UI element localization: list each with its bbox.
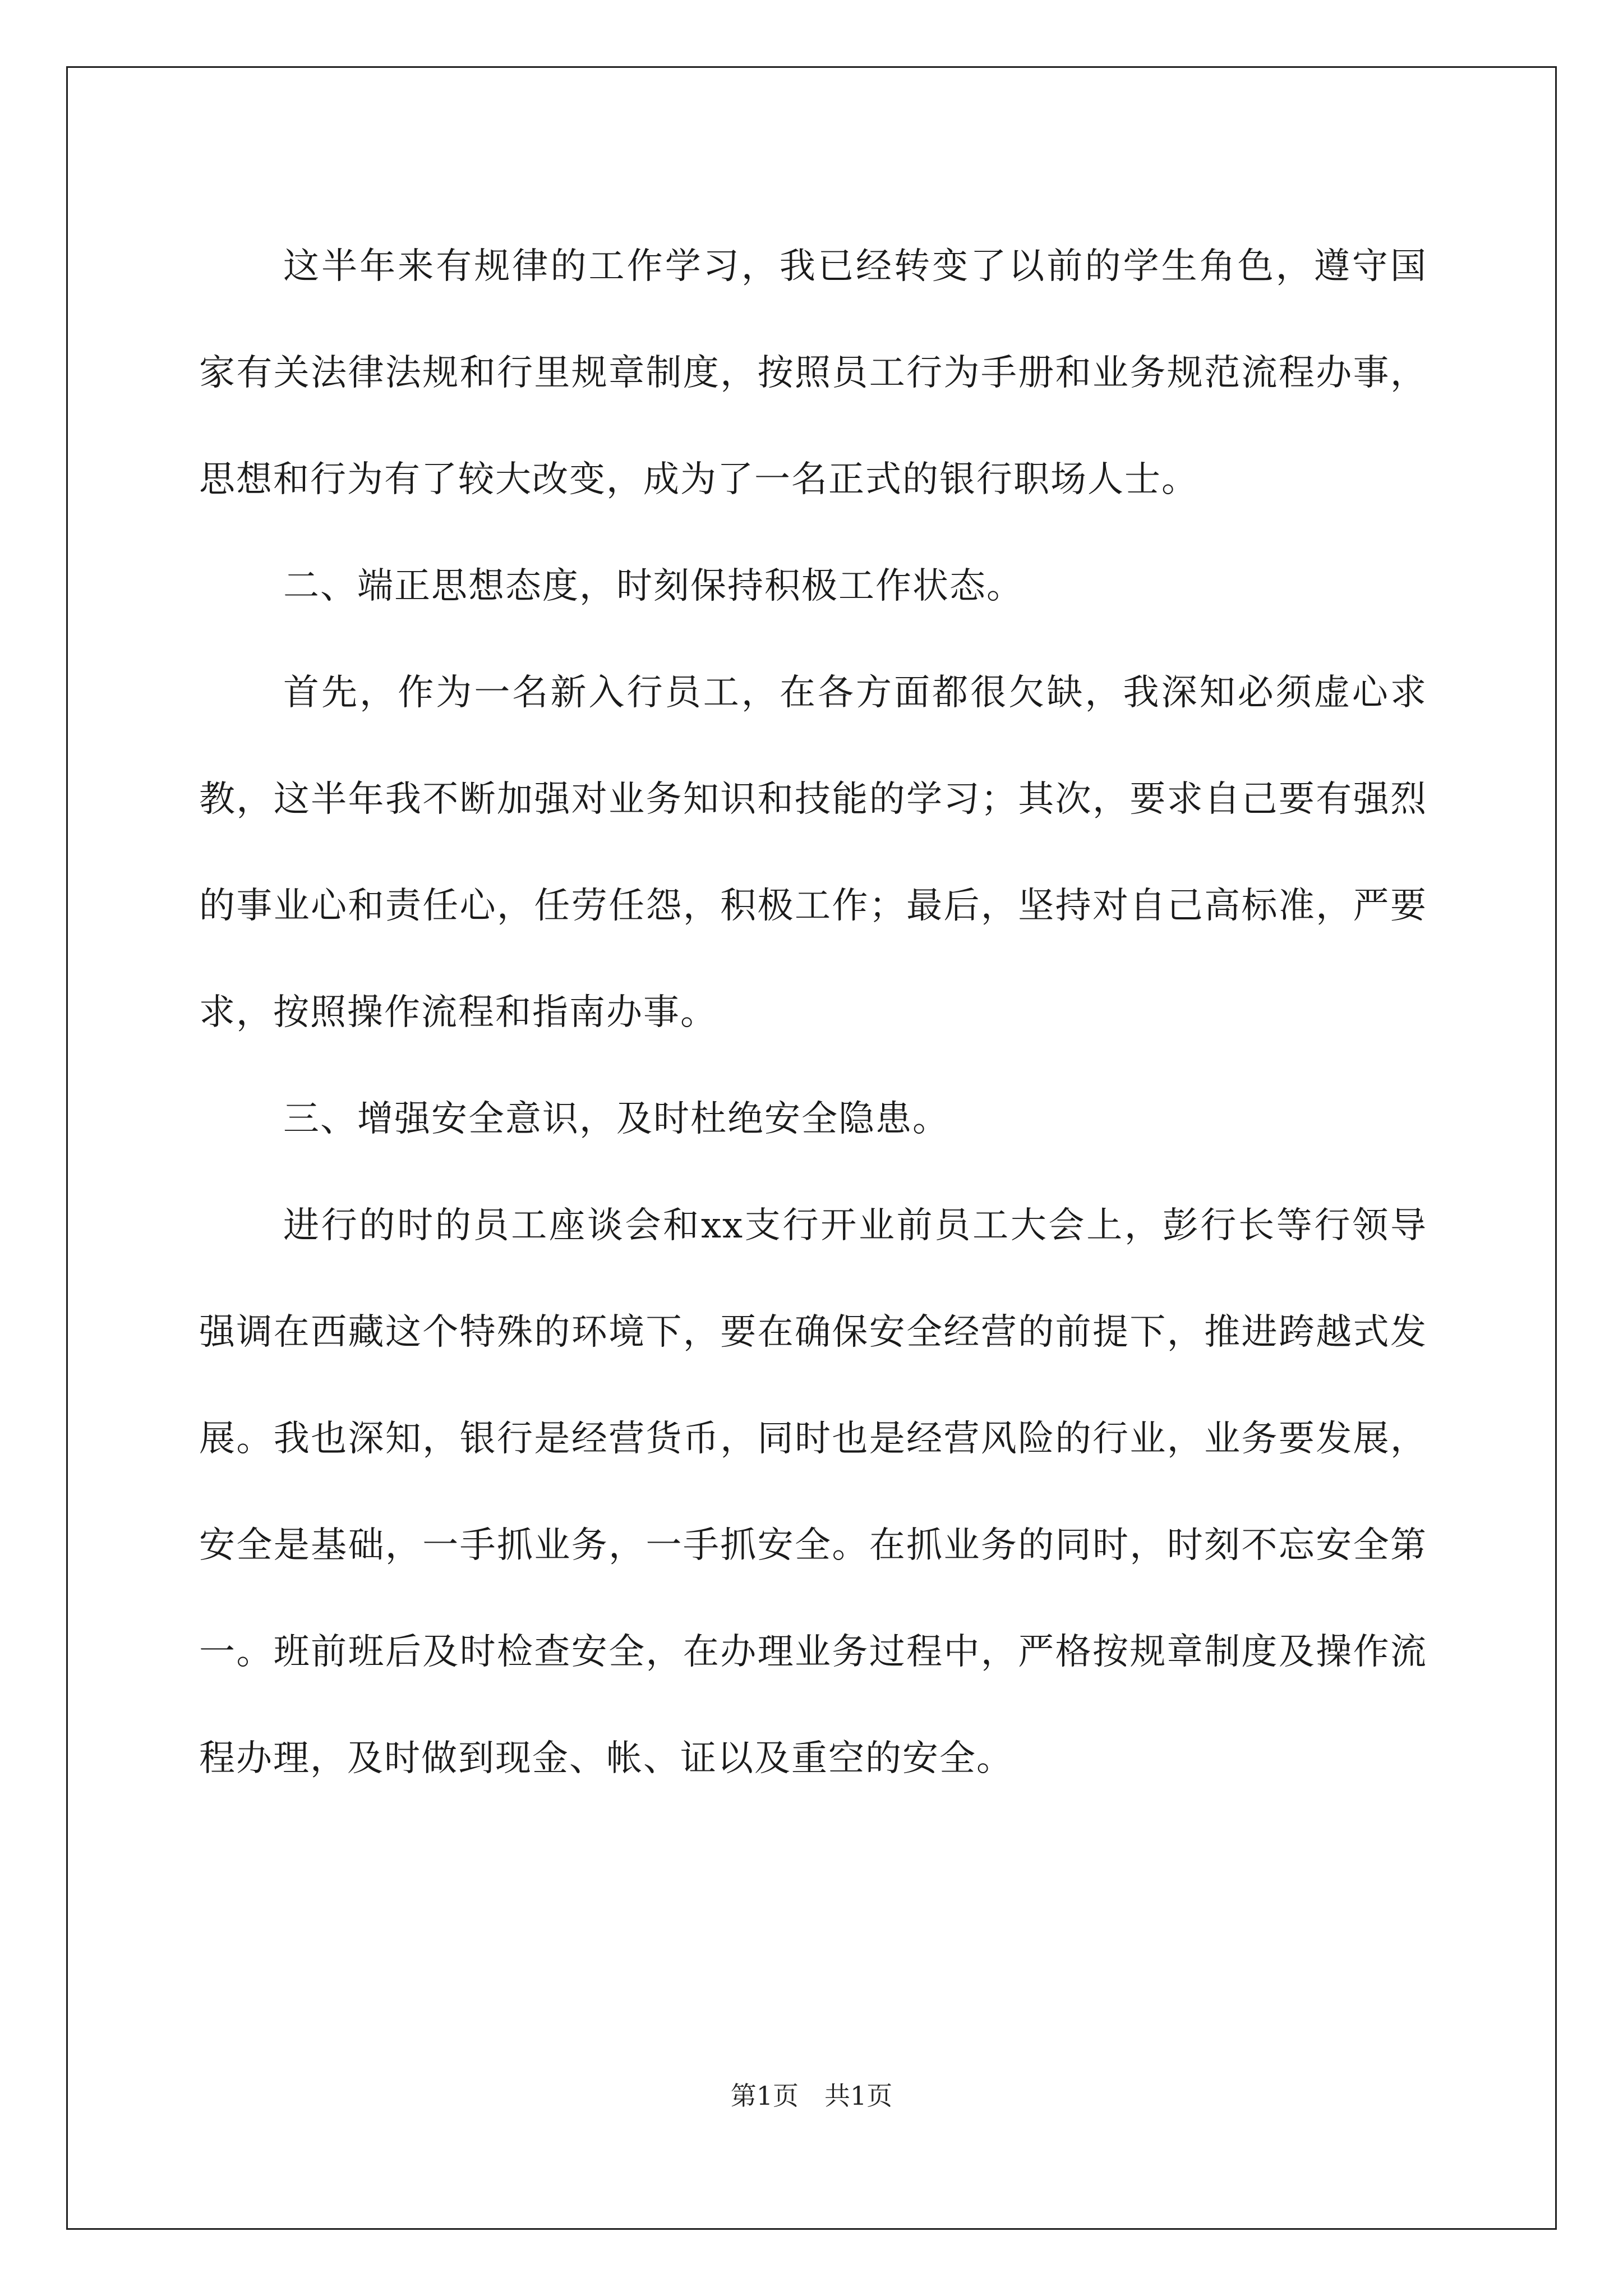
paragraph-3: 首先，作为一名新入行员工，在各方面都很欠缺，我深知必须虚心求教，这半年我不断加强对业务知识和技能的学习；其次，要求自己要有强烈的事业心和责任心，任劳任怨，积极工作；最后，坚持对自己高标准，严要求，按照操作流程和指南办事。 [199, 672, 1427, 1033]
page-footer: 第1页 共1页 [730, 2081, 893, 2111]
heading-2: 二、端正思想态度，时刻保持积极工作状态。 [283, 565, 1023, 607]
paragraph-1: 这半年来有规律的工作学习，我已经转变了以前的学生角色，遵守国家有关法律法规和行里规章制度，按照员工行为手册和业务规范流程办事，思想和行为有了较大改变，成为了一名正式的银行职场人士。 [199, 246, 1427, 500]
heading-3: 三、增强安全意识，及时杜绝安全隐患。 [283, 1098, 949, 1140]
document-body [199, 213, 1427, 1812]
paragraph-5: 进行的时的员工座谈会和xx支行开业前员工大会上，彭行长等行领导强调在西藏这个特殊的环境下，要在确保安全经营的前提下，推进跨越式发展。我也深知，银行是经营货币，同时也是经营风险的行业，业务要发展，安全是基础，一手抓业务，一手抓安全。在抓业务的同时，时刻不忘安全第一。班前班后及时检查安全，在办理业务过程中，严格按规章制度及操作流程办理，及时做到现金、帐、证以及重空的安全。 [199, 1205, 1427, 1779]
